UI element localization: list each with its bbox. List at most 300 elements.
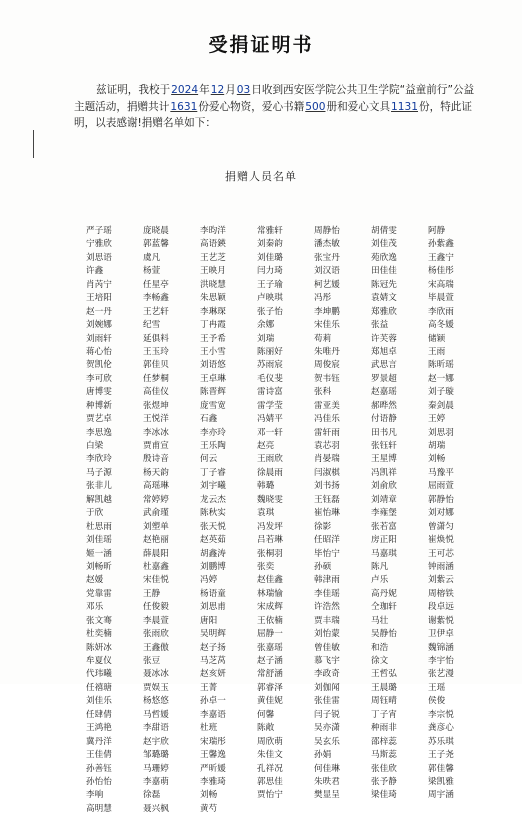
donor-name: 赵佳鑫 [257,575,283,586]
donor-name: 王鑫傲 [143,642,169,653]
donor-name: 李嘉萌 [143,776,169,787]
donor-name: 高明慧 [86,803,112,814]
body-text-3: 月 [225,84,236,96]
donor-name: 刘思羽 [428,427,454,438]
document-title: 受捐证明书 [208,34,314,56]
donor-name: 王艺轩 [143,306,169,317]
donor-name: 杨萱 [143,266,161,277]
donor-name: 高冬媛 [428,320,454,331]
donor-name: 王卓琳 [200,373,226,384]
donor-name: 贾丰瑞 [314,615,340,626]
donor-name: 刘鹏博 [200,561,226,572]
donor-name: 郭蓝馨 [143,239,169,250]
donor-name: 聂冰冰 [143,669,169,680]
donor-name: 王玉玲 [143,346,169,357]
donor-name: 郭佳馨 [428,763,454,774]
donor-name: 姬一涵 [86,548,112,559]
donor-name: 武思言 [371,360,397,371]
donor-name: 刘雨轩 [86,333,112,344]
donor-name: 冯婧平 [257,414,283,425]
donor-name: 张宝丹 [314,252,340,263]
donor-name: 严昕媛 [200,763,226,774]
donor-name: 李雍堡 [371,508,397,519]
donor-name: 马哲媛 [143,709,169,720]
donor-name: 王星博 [371,454,397,465]
donor-name: 种雨非 [371,723,397,734]
donor-name: 张佳欣 [371,763,397,774]
donor-name: 侯俊 [428,696,446,707]
donor-name: 仝珈轩 [371,602,397,613]
margin-bracket-mark [33,130,40,158]
donor-name: 于欣 [86,508,104,519]
donor-name: 马芝莴 [200,656,226,666]
donor-name: 苑欣逸 [371,252,397,263]
donor-name: 胡鑫涛 [200,548,226,559]
donor-name: 许芙蓉 [371,333,397,344]
donor-name: 田书凡 [371,427,397,438]
donor-name: 宋佳乐 [314,320,340,331]
donor-name: 唐博雯 [86,387,112,398]
donor-name: 张天悦 [200,521,226,532]
donor-name: 赵嘉瑶 [371,387,397,398]
donor-name: 朱昳君 [314,776,340,787]
donor-name: 丁冉霞 [200,320,226,331]
donor-name: 杨天韵 [143,467,169,478]
donor-name: 屈静一 [257,629,283,640]
donor-name: 王菁 [200,682,218,693]
donor-name: 李政奇 [314,669,340,680]
donor-name: 纪雪 [143,320,161,331]
donor-name: 常雅轩 [257,226,283,236]
donor-name: 毕晨萱 [428,293,454,304]
donor-name: 崔怡琳 [314,508,340,519]
donor-name: 刘塑单 [143,521,169,532]
donor-name: 殷诗音 [143,454,169,465]
donor-name: 李宇怡 [428,656,454,666]
donor-name: 罗景超 [371,373,397,384]
fill-total: 1631 [170,100,198,113]
donor-name: 陈丽好 [257,346,283,357]
donor-name: 陈昕瑶 [428,360,454,371]
donor-name: 王可芯 [428,548,454,559]
donor-name: 赵子扬 [200,642,226,653]
donor-name: 党靠雷 [86,588,112,599]
donor-name: 刘对娜 [428,508,454,519]
donor-name: 闫力琦 [257,266,283,277]
donor-name: 徐影 [314,521,332,532]
donor-name: 樊显呈 [314,790,340,801]
donor-name: 宋成辉 [257,602,283,613]
donor-name: 和浩 [371,642,389,653]
donor-name: 延俱料 [143,333,169,344]
body-text-6: 册和爱心文具 [326,100,391,113]
donor-name: 秦剑晨 [428,400,454,411]
donor-name: 肖芮宁 [86,279,112,290]
donor-name: 吴玄乐 [314,736,340,747]
body-text-2: 年 [199,84,210,96]
donor-name: 王映月 [200,266,226,277]
donor-name: 常婷婷 [143,494,169,505]
donor-name: 王雨 [428,346,446,357]
donor-name: 陈敞 [257,723,275,734]
donor-name: 任昭洋 [314,535,340,546]
donor-name: 徐磊 [143,790,161,801]
donor-name: 冯发坪 [257,521,283,532]
names-list-title: 捐赠人员名单 [225,170,297,183]
donor-name: 虞凡 [143,252,161,263]
donor-name: 邹璐璐 [143,750,169,761]
donor-name: 唐阳 [200,615,218,626]
donor-name: 付语静 [371,414,397,425]
donor-name: 龙云杰 [200,494,226,505]
donor-name: 丁子宵 [371,709,397,720]
donor-name: 何云 [200,454,218,465]
donor-name: 刘靖章 [371,494,397,505]
donor-name: 张文骞 [86,615,112,626]
donor-name: 王瑶 [428,682,446,693]
donor-name: 柯艺媛 [314,279,340,290]
donor-name: 张嘉瑶 [257,642,283,653]
donor-name: 张桐羽 [257,548,283,559]
donor-name: 杜嘉鑫 [143,561,169,572]
fill-day: 03 [236,84,251,96]
donor-name: 宋高瑞 [428,279,454,290]
donor-name: 赵英茹 [200,535,226,546]
donor-name: 刘秦韵 [257,239,283,250]
donor-name: 马子源 [86,467,112,478]
donor-name: 胡倩雯 [371,226,397,236]
donor-name: 马嘉琪 [371,548,397,559]
donor-name: 孙怡怡 [86,776,112,787]
donor-name: 卢乐 [371,575,389,586]
donor-name: 余娜 [257,320,275,331]
donor-name: 朱佳文 [257,750,283,761]
donor-name: 赵宇欣 [143,736,169,747]
donor-name: 苟莉 [314,333,332,344]
donor-name: 李宗悦 [428,709,454,720]
donor-name: 张若富 [371,521,397,532]
donor-name: 郭静怡 [428,494,454,505]
donor-name: 周静怡 [314,226,340,236]
body-text-7: 份，特此证明，以表感谢!捐赠名单如下： [74,100,472,129]
donor-name: 宁雅欣 [86,239,112,250]
donor-name: 冀丹洋 [86,736,112,747]
fill-year: 2024 [171,84,199,96]
donor-name: 马豫平 [428,467,454,478]
donor-name: 李响 [86,790,104,801]
donor-name: 孙卓一 [200,696,226,707]
donor-name: 王鸿艳 [86,723,112,734]
donor-name: 李晨萱 [143,615,169,626]
donor-name: 解凯越 [86,494,112,505]
donor-name: 周钰晴 [371,696,397,707]
donor-name: 陈妍冰 [86,642,112,653]
donor-name: 王婷 [428,414,446,425]
donor-name: 魏晓雯 [257,494,283,505]
donor-name: 郭佳贝 [143,360,169,371]
donor-name: 雷学莹 [257,400,283,411]
donor-name: 张豆 [143,656,161,666]
donor-name: 高语鍈 [200,239,226,250]
donor-name: 郝晔然 [371,400,397,411]
donor-name: 储颖 [428,333,446,344]
donor-name: 薛晨阳 [143,548,169,559]
donor-name: 贾甫宣 [143,441,169,451]
donor-name: 李畅鑫 [143,293,169,304]
donor-name: 赵子涵 [257,656,283,666]
donor-name: 石鑫 [200,414,218,425]
donor-name: 牟夏仪 [86,656,112,666]
donor-name: 李欣雨 [428,306,454,317]
donor-name: 刘佳璐 [257,252,283,263]
donor-name: 严子瑶 [86,226,112,236]
donor-name: 冯婷 [200,575,218,586]
donor-name: 王予希 [200,333,226,344]
donor-name: 周宇涵 [428,790,454,801]
donor-name: 郑雅欣 [371,306,397,317]
donor-name: 马珊婷 [143,763,169,774]
donor-name: 胡瑞 [428,441,446,451]
donor-name: 王悦洋 [143,414,169,425]
donor-name: 闫子锐 [314,709,340,720]
donor-name: 袁芯羽 [314,441,340,451]
donor-name: 王子瑜 [257,279,283,290]
donor-name: 杜班 [200,723,218,734]
fill-stationery: 1131 [391,100,419,113]
donor-name: 刘畅 [428,454,446,465]
donor-name: 李欣玲 [86,454,112,465]
donor-name: 王鑫宁 [428,252,454,263]
donor-name: 雷亚美 [314,400,340,411]
donor-name: 宋佳悦 [143,575,169,586]
body-text-4: 日收到西安医学院公共卫生学院“益童前行”公益主题活动，捐赠共计 [74,84,475,113]
donor-name: 阿静 [428,226,446,236]
donor-name: 崔焕悦 [428,535,454,546]
body-text-1: 兹证明，我校于 [96,84,171,96]
donor-name: 刘佳瑶 [86,535,112,546]
donor-name: 赵一丹 [86,306,112,317]
donor-name: 苏乐琪 [428,736,454,747]
donor-name: 肖晏瑞 [314,454,340,465]
donor-name: 邓一轩 [257,427,283,438]
donor-name: 任梦桐 [143,373,169,384]
certificate-body [74,82,482,132]
donor-name: 聂兴枫 [143,803,169,814]
donor-name: 张奕 [257,561,275,572]
donor-name: 郑旭卓 [371,346,397,357]
donor-name: 吕若琳 [257,535,283,546]
donor-name: 李思逸 [86,427,112,438]
donor-name: 田佳佳 [371,266,397,277]
donor-name: 杨语童 [200,588,226,599]
donor-name: 宋瑞彤 [200,736,226,747]
donor-name: 李琳琛 [200,306,226,317]
donor-name: 陈凡 [371,561,389,572]
donor-name: 屈雨萱 [428,481,454,492]
donor-name: 朱思颖 [200,293,226,304]
donor-name: 种博新 [86,400,112,411]
donor-name: 袁琪 [257,508,275,519]
donor-name: 孙紫鑫 [428,239,454,250]
donor-name: 贺韦钰 [314,373,340,384]
donor-name: 代玮曦 [86,669,112,680]
donor-name: 雷轩雨 [314,427,340,438]
donor-name: 何馨 [257,709,275,720]
donor-name: 徐文 [371,656,389,666]
donor-name: 王子尧 [428,750,454,761]
donor-name: 陈秋实 [200,508,226,519]
donor-name: 张科 [314,387,332,398]
donor-name: 马斯蕊 [371,750,397,761]
donor-name: 刘语悠 [200,360,226,371]
donor-name: 黄芍 [200,803,218,814]
donor-name: 朱唯丹 [314,346,340,357]
donor-name: 刘俞欣 [371,481,397,492]
donor-name: 周俊宸 [314,360,340,371]
donor-name: 刘书扬 [314,481,340,492]
donor-name: 刘佳茂 [371,239,397,250]
donor-name: 庞雪宽 [200,400,226,411]
donor-name: 苏雨宸 [257,360,283,371]
donor-name: 王佳倩 [86,750,112,761]
donor-name: 张子怡 [257,306,283,317]
donor-name: 魏锦涵 [428,642,454,653]
donor-name: 张非儿 [86,481,112,492]
donor-name: 吴静怡 [371,629,397,640]
donor-name: 袁婧文 [371,293,397,304]
donor-name: 刘子璇 [428,387,454,398]
donor-name: 刘思甫 [200,602,226,613]
donor-name: 任俊毅 [143,602,169,613]
donor-name: 洪晓慧 [200,279,226,290]
donor-name: 赵亮 [257,441,275,451]
donor-name: 李冰冰 [143,427,169,438]
donor-name: 陈晋辉 [200,387,226,398]
donor-name: 林瑞愉 [257,588,283,599]
donor-name: 梁凯雅 [428,776,454,787]
donor-name: 周欣萌 [257,736,283,747]
donor-name: 刘宇曦 [200,481,226,492]
donor-name: 刘怡蒙 [314,629,340,640]
donor-name: 何佳琳 [314,763,340,774]
donor-name: 王乐陶 [200,441,226,451]
donor-name: 冯彤 [314,293,332,304]
donor-name: 谢紫悦 [428,615,454,626]
fill-books: 500 [305,100,326,113]
donor-name: 庞晓晨 [143,226,169,236]
donor-name: 孙善钰 [86,763,112,774]
donor-name: 赵亥妍 [200,669,226,680]
donor-name: 赵艳丽 [143,535,169,546]
donor-name: 房正阳 [371,535,397,546]
donor-name: 赵媛 [86,575,104,586]
donor-name: 钟雨涵 [428,561,454,572]
donor-name: 闫淑棋 [314,467,340,478]
donor-name: 张煜坤 [143,400,169,411]
donor-name: 王馨逸 [200,750,226,761]
donor-name: 贾艺卓 [86,414,112,425]
donor-name: 冯凯祥 [371,467,397,478]
donor-name: 曾潇匀 [428,521,454,532]
donor-name: 蒋心怡 [86,346,112,357]
donor-name: 许鑫 [86,266,104,277]
donor-name: 张艺漫 [428,669,454,680]
donor-name: 张雨欣 [143,629,169,640]
donor-name: 杨佳彤 [428,266,454,277]
donor-name: 李雅琦 [200,776,226,787]
donor-name: 徐晨雨 [257,467,283,478]
donor-name: 雷诗富 [257,387,283,398]
donor-name: 赵一娜 [428,373,454,384]
donor-name: 李亦玲 [200,427,226,438]
donor-name: 李坤鹏 [314,306,340,317]
donor-name: 龚彦心 [428,723,454,734]
donor-name: 杜奕楠 [86,629,112,640]
donor-name: 刘婉娜 [86,320,112,331]
donor-name: 刘汉语 [314,266,340,277]
donor-name: 韩璐 [257,481,275,492]
donor-name: 王钰磊 [314,494,340,505]
donor-name: 周榕铁 [428,588,454,599]
donor-name: 许浩然 [314,602,340,613]
donor-name: 高佳仪 [143,387,169,398]
donor-name: 吴明辉 [200,629,226,640]
donor-name: 杨悠悠 [143,696,169,707]
donor-name: 高瑶琳 [143,481,169,492]
donor-name: 王晨璐 [371,682,397,693]
donor-name: 高丹妮 [371,588,397,599]
donor-name: 王依楠 [257,615,283,626]
donor-name: 丁子睿 [200,467,226,478]
donor-name: 吴亦潇 [314,723,340,734]
donor-name: 贾娱玉 [143,682,169,693]
donor-name: 白梁 [86,441,104,451]
donor-name: 潘杰敏 [314,239,340,250]
donor-name: 郭睿泽 [257,682,283,693]
donor-name: 李嘉语 [200,709,226,720]
donor-name: 任星亭 [143,279,169,290]
donor-name: 刘畅昕 [86,561,112,572]
donor-name: 王小雪 [200,346,226,357]
donor-name: 任肆倩 [86,709,112,720]
donor-name: 邓乐 [86,602,104,613]
donor-name: 李可欣 [86,373,112,384]
donor-name: 毛仪斐 [257,373,283,384]
donor-name: 王培阳 [86,293,112,304]
donor-name: 刘伽闻 [314,682,340,693]
donor-name: 张钰轩 [371,441,397,451]
donor-name: 陈冠先 [371,279,397,290]
donor-name: 任禧瑭 [86,682,112,693]
fill-month: 12 [210,84,225,96]
donor-name: 孔祥况 [257,763,283,774]
donor-name: 黄佳妮 [257,696,283,707]
donor-name: 慕飞宇 [314,656,340,666]
donor-name: 卫伊卓 [428,629,454,640]
donor-name: 张佳雷 [314,696,340,707]
donor-name: 郭思佳 [257,776,283,787]
body-text-5: 份爱心物资，爱心书籍 [198,100,305,113]
donor-names-grid [86,225,506,816]
donor-name: 梁佳琦 [371,790,397,801]
donor-name: 王艺芝 [200,252,226,263]
donor-name: 刘思语 [86,252,112,263]
donor-name: 王哲弘 [371,669,397,680]
donor-name: 孙娟 [314,750,332,761]
donor-name: 冯佳乐 [314,414,340,425]
donor-name: 王雨欣 [257,454,283,465]
donor-name: 李佳瑶 [314,588,340,599]
